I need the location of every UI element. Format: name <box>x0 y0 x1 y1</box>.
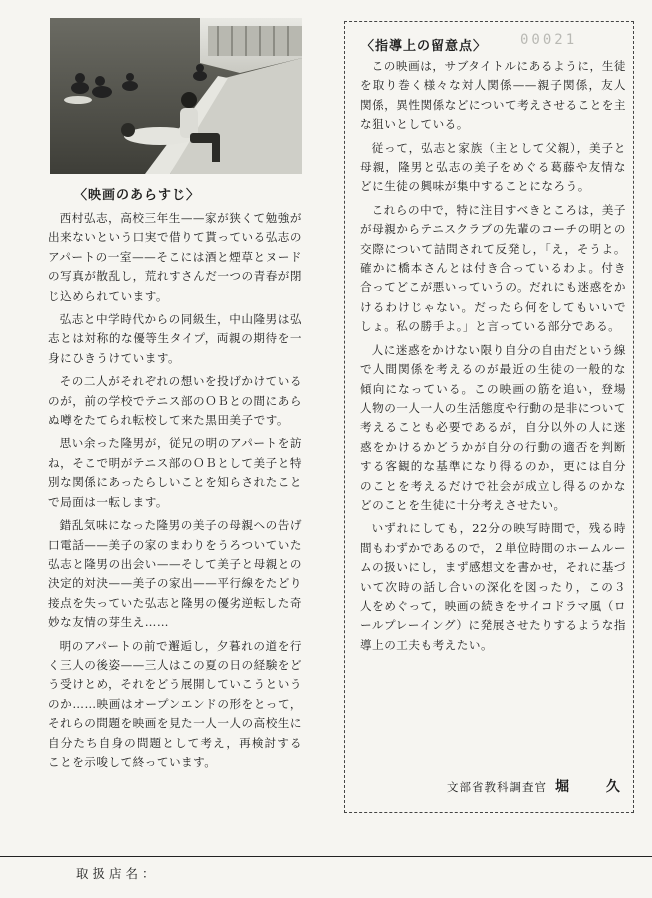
synopsis-paragraph: 弘志と中学時代からの同級生，中山隆男は弘志とは対称的な優等生タイプ，両親の期待を一身にひきうけています。 <box>48 312 302 365</box>
notes-paragraph: 従って，弘志と家族（主として父親），美子と母親，隆男と弘志の美子をめぐる葛藤や友情などに生徒の興味が集中することになろう。 <box>360 140 626 194</box>
author-title: 文部省教科調査官 <box>447 780 547 794</box>
notes-paragraph: いずれにしても，22分の映写時間で，残る時間もわずかであるので，２単位時間のホームルームの扱いにし，まず感想文を書かせ，それに基づいて次時の話し合いの深化を図ったり，この３人をめぐって，映画の続きをサイコドラマ風（ロールプレーイング）に発展させたりするような指導上の工夫も考えたい。 <box>360 521 626 652</box>
teaching-notes-text <box>360 57 626 659</box>
synopsis-paragraph: 西村弘志，高校三年生——家が狭くて勉強が出来ないという口実で借りて貰っている弘志のアパートの一室——そこには酒と煙草とヌードの写真が散乱し，荒れすさんだ一つの青春が閉じ込められています。 <box>48 211 302 303</box>
synopsis-paragraph: 錯乱気味になった隆男の美子の母親への告げ口電話——美子の家のまわりをうろついていた弘志と隆男の出会い——そして美子と母親との決定的対決——美子の家出——平行線をたどり接点を失っていた弘志と隆男の優劣逆転した奇妙な友情の芽生え…… <box>48 518 302 630</box>
serial-stamp: 00021 <box>520 32 578 48</box>
film-still-photo <box>50 18 302 174</box>
author-credit <box>447 776 636 796</box>
notes-paragraph: これらの中で，特に注目すべきところは，美子が母親からテニスクラブの先輩のコーチの明との交際について詰問されて反発し，「え，そうよ。確かに橋本さんとは付き合っているわよ。付き合ってどこが悪いっていうの。だれにも迷惑をかけるわけじゃない。だったら何をしてもいいでしょ。私の勝手よ。」と言っている部分である。 <box>360 202 626 334</box>
dealer-name-label: 取扱店名： <box>76 866 159 881</box>
notes-paragraph: この映画は，サブタイトルにあるように，生徒を取り巻く様々な対人関係——親子関係，友人関係，異性関係などについて考えさせることを主な狙いとしている。 <box>360 59 626 132</box>
author-name: 堀 久 <box>555 779 636 795</box>
synopsis-text <box>48 209 302 776</box>
notes-paragraph: 人に迷惑をかけない限り自分の自由だという線で人間関係を考えるのが最近の生徒の一般的な傾向になっている。この映画の筋を追い，登場人物の一人一人の生活態度や行動の是非について考えることも必要であるが，自分以外の人に迷惑をかけるかどうかが自分の行動の適否を判断する客観的な基準になり得るのか，更には自分のことを考えるだけで社会が成立し得るのかなどのことを生徒に十分考えさせたい。 <box>360 342 626 512</box>
synopsis-heading: 〈映画のあらすじ〉 <box>74 188 201 203</box>
synopsis-paragraph: 明のアパートの前で邂逅し，夕暮れの道を行く三人の後姿——三人はこの夏の日の経験をどう受けとめ，それをどう展開していこうというのか……映画はオープンエンドの形をとって，それらの問題を映画を見た一人一人の高校生に自分たち自身の問題として考え，再検討することを示唆して終っています。 <box>48 638 302 769</box>
synopsis-paragraph: 思い余った隆男が，従兄の明のアパートを訪ね，そこで明がテニス部のＯＢとして美子と特別な関係にあったらしいことを知らされたことで局面は一転します。 <box>48 436 302 509</box>
teaching-notes-heading: 〈指導上の留意点〉 <box>361 39 488 54</box>
synopsis-paragraph: その二人がそれぞれの想いを投げかけているのが，前の学校でテニス部のＯＢとの間にあらぬ噂をたてられ転校して来た黒田美子です。 <box>48 374 302 428</box>
footer-rule <box>0 856 652 857</box>
